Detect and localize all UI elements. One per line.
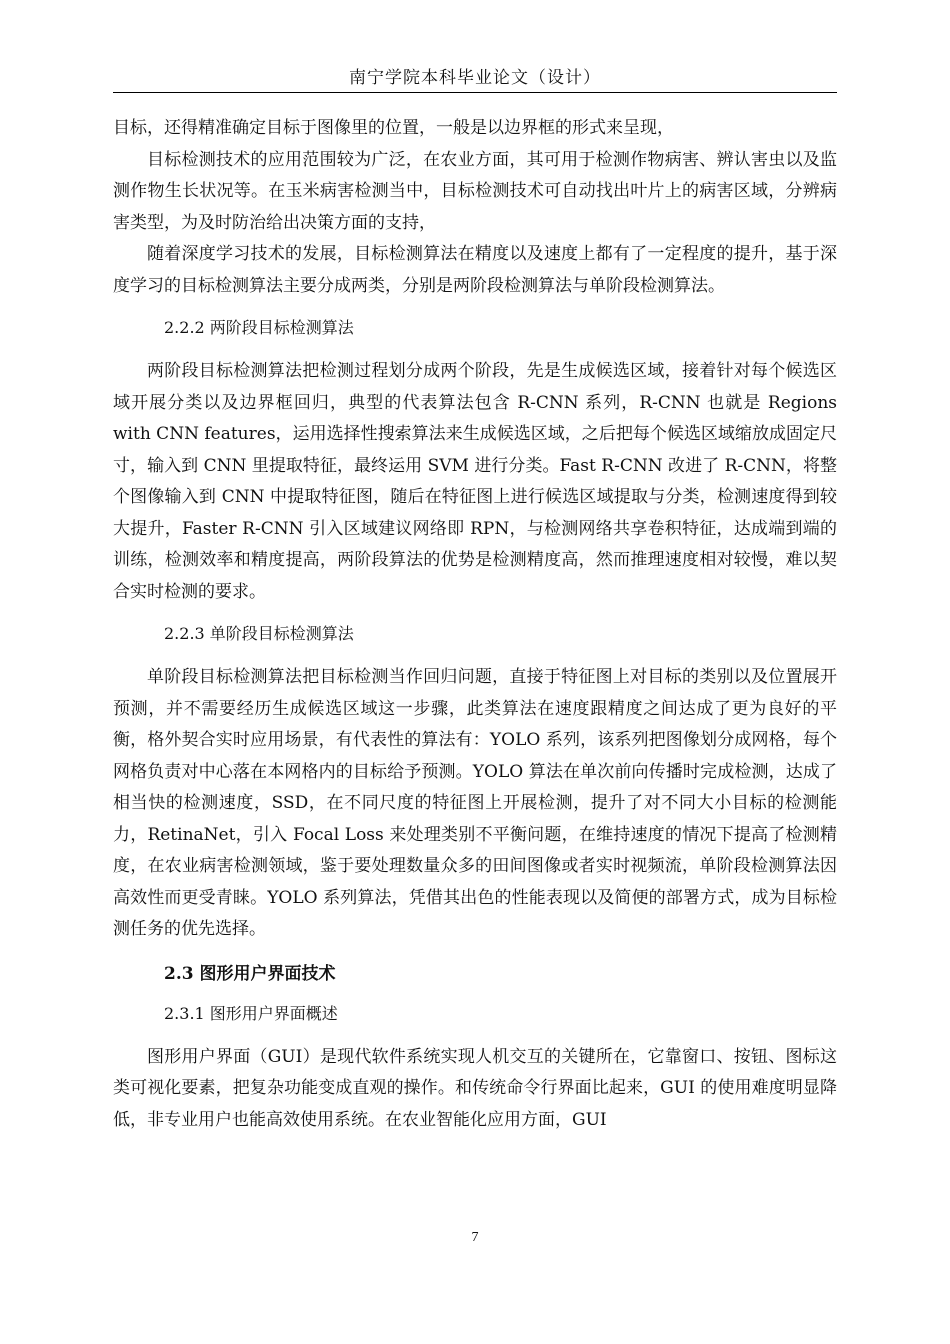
header-rule <box>113 92 837 93</box>
section-heading: 2.3.1 图形用户界面概述 <box>164 1003 338 1023</box>
paragraph: 随着深度学习技术的发展，目标检测算法在精度以及速度上都有了一定程度的提升，基于深度学习的目标检测算法主要分成两类，分别是两阶段检测算法与单阶段检测算法。 <box>113 244 837 296</box>
paragraph: 图形用户界面（GUI）是现代软件系统实现人机交互的关键所在，它靠窗口、按钮、图标这类可视化要素，把复杂功能变成直观的操作。和传统命令行界面比起来，GUI 的使用难度明显降低，非专业用户也能高效使用系统。在农业智能化应用方面，GUI <box>113 1046 837 1130</box>
paragraph: 单阶段目标检测算法把目标检测当作回归问题，直接于特征图上对目标的类别以及位置展开预测，并不需要经历生成候选区域这一步骤，此类算法在速度跟精度之间达成了更为良好的平衡，格外契合实时应用场景，有代表性的算法有：YOLO 系列，该系列把图像划分成网格，每个网格负责对中心落在本网格内的目标给予预测。YOLO 算法在单次前向传播时完成检测，达成了相当快的检测速度，SSD，在不同尺度的特征图上开展检测，提升了对不同大小目标的检测能力，RetinaNet，引入 Focal Loss 来处理类别不平衡问题，在维持速度的情况下提高了检测精度，在农业病害检测领域，鉴于要处理数量众多的田间图像或者实时视频流，单阶段检测算法因高效性而更受青睐。YOLO 系列算法，凭借其出色的性能表现以及简便的部署方式，成为目标检测任务的优先选择。 <box>113 667 837 939</box>
paragraph: 两阶段目标检测算法把检测过程划分成两个阶段，先是生成候选区域，接着针对每个候选区域开展分类以及边界框回归，典型的代表算法包含 R-CNN 系列，R-CNN 也就是 Regions with CNN features，运用选择性搜索算法来生成候选区域，之后把每个候选区域缩放成固定尺寸，输入到 CNN 里提取特征，最终运用 SVM 进行分类。Fast R-CNN 改进了 R-CNN，将整个图像输入到 CNN 中提取特征图，随后在特征图上进行候选区域提取与分类，检测速度得到较大提升，Faster R-CNN 引入区域建议网络即 RPN，与检测网络共享卷积特征，达成端到端的训练，检测效率和精度提高，两阶段算法的优势是检测精度高，然而推理速度相对较慢，难以契合实时检测的要求。 <box>113 361 837 602</box>
paragraph: 目标，还得精准确定目标于图像里的位置，一般是以边界框的形式来呈现， <box>113 118 674 138</box>
page-header: 南宁学院本科毕业论文（设计） <box>349 68 601 88</box>
paragraph: 目标检测技术的应用范围较为广泛，在农业方面，其可用于检测作物病害、辨认害虫以及监测作物生长状况等。在玉米病害检测当中，目标检测技术可自动找出叶片上的病害区域，分辨病害类型，为及时防治给出决策方面的支持， <box>113 149 837 233</box>
section-heading: 2.2.3 单阶段目标检测算法 <box>164 624 354 643</box>
section-heading: 2.2.2 两阶段目标检测算法 <box>164 318 354 337</box>
page-number: 7 <box>471 1230 479 1245</box>
chapter-heading: 2.3 图形用户界面技术 <box>164 963 336 984</box>
document-body <box>113 113 837 1136</box>
